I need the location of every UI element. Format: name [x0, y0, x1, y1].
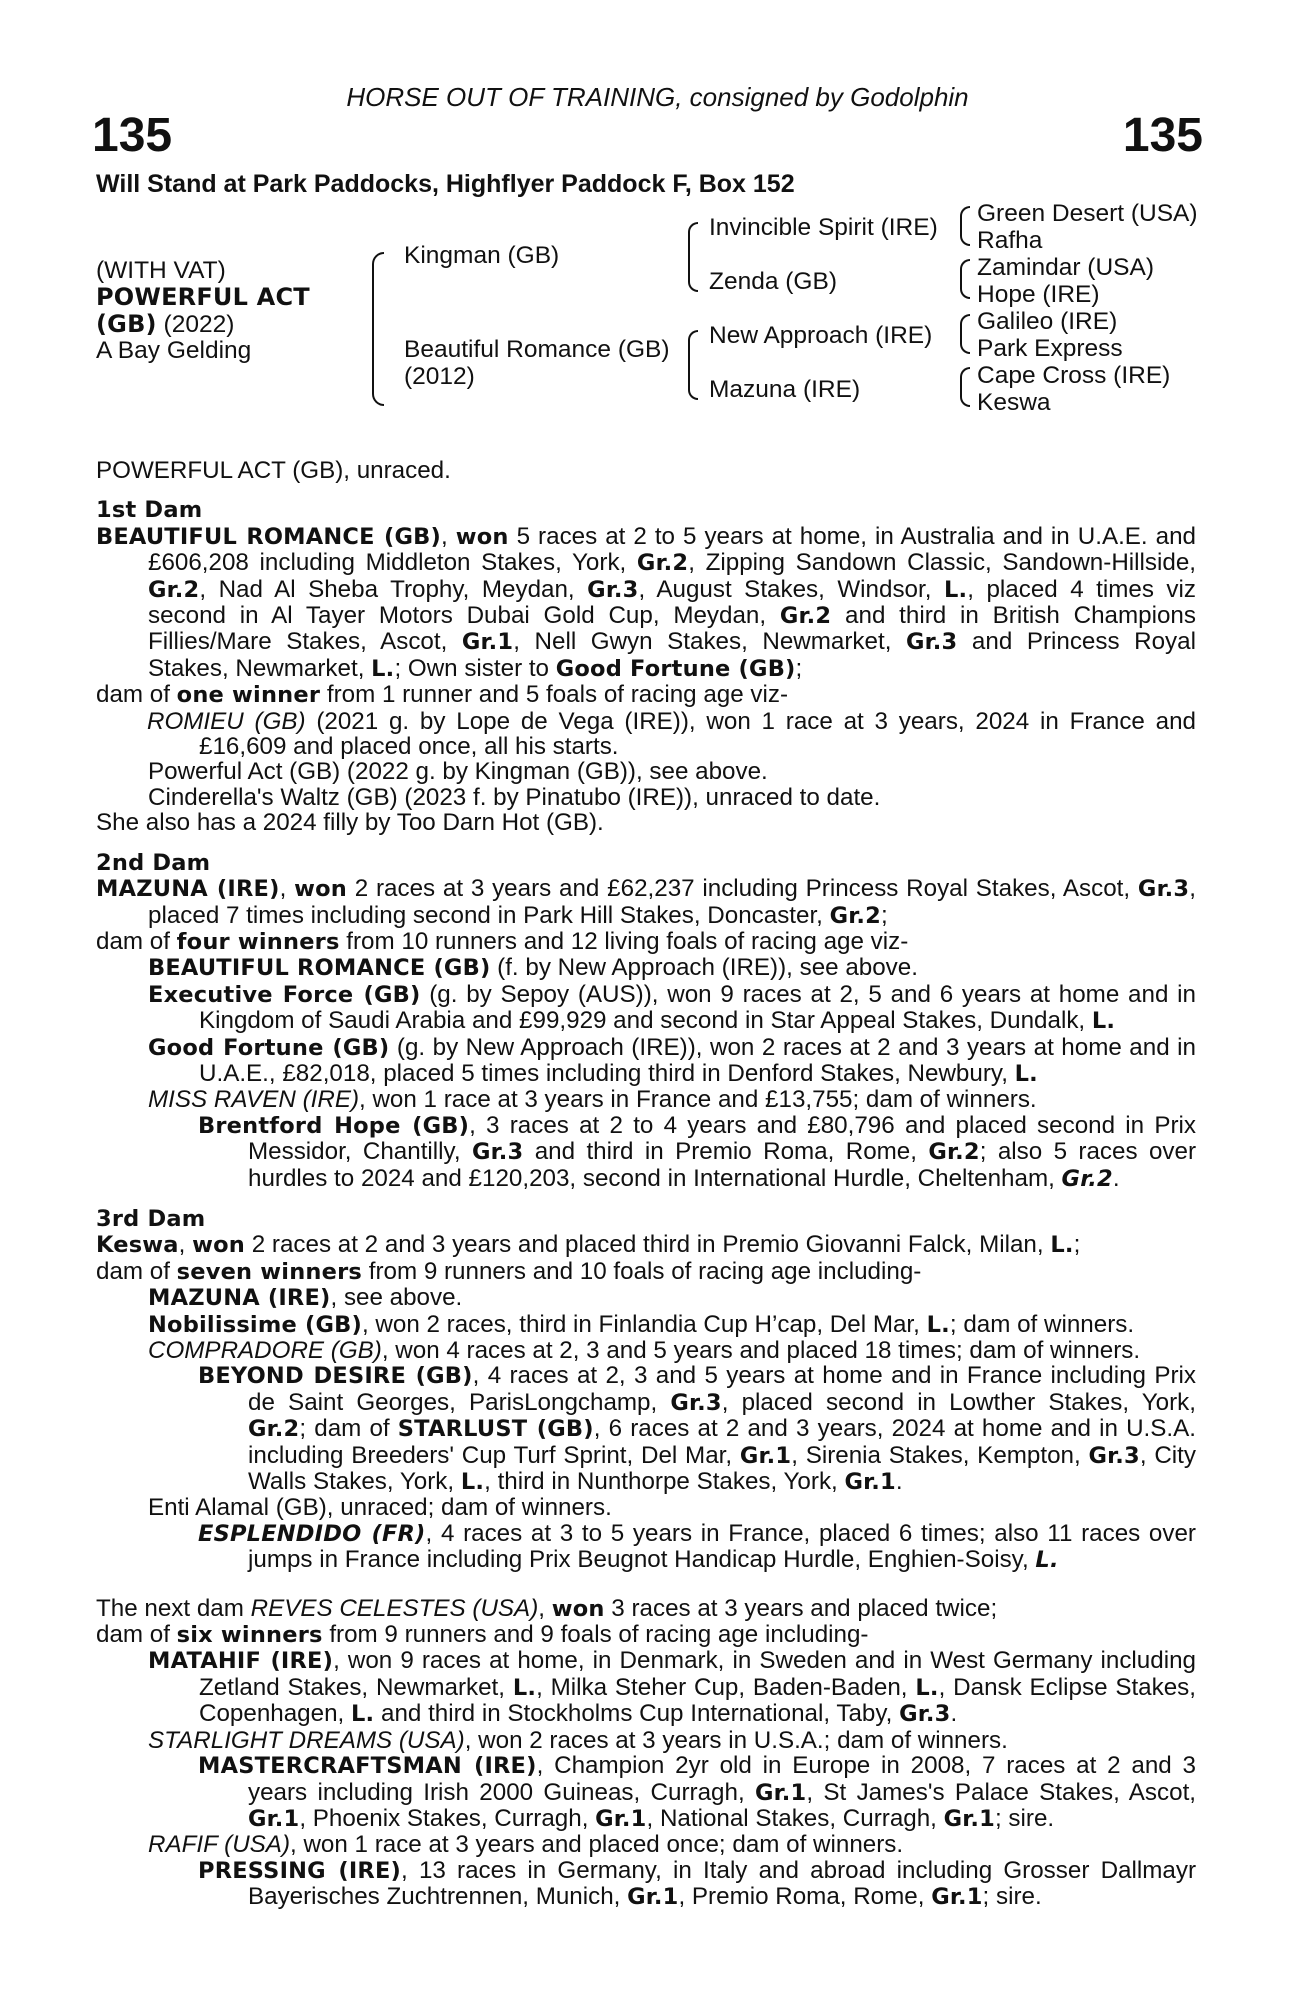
- offspring-compradore: COMPRADORE (GB), won 4 races at 2, 3 and 5 years and placed 18 times; dam of winners.: [148, 1337, 1141, 1364]
- offspring-executive-force: Executive Force (GB) (g. by Sepoy (AUS)), won 9 races at 2, 5 and 6 years at home and in Kingdom of Saudi Arabia and £99,929 and second in Star Appeal Stakes, Dundalk, L.: [148, 980, 1196, 1035]
- dam-sire: New Approach (IRE): [709, 322, 933, 349]
- intro-line: POWERFUL ACT (GB), unraced.: [96, 457, 451, 484]
- first-dam-produce: dam of one winner from 1 runner and 5 foals of racing age viz-: [96, 681, 789, 709]
- first-dam-note: She also has a 2024 filly by Too Darn Hot (GB).: [96, 809, 604, 837]
- third-dam-heading: 3rd Dam: [96, 1205, 206, 1232]
- offspring-mazuna: MAZUNA (IRE), see above.: [148, 1284, 463, 1312]
- horse-year: (2022): [156, 311, 235, 338]
- third-dam-record: Keswa, won 2 races at 2 and 3 years and placed third in Premio Giovanni Falck, Milan, L.;: [96, 1231, 1081, 1259]
- horse-origin-line: [96, 310, 234, 339]
- horse-name: POWERFUL ACT: [96, 283, 310, 311]
- sds: Zamindar (USA): [977, 254, 1154, 281]
- offspring-romieu: ROMIEU (GB) (2021 g. by Lope de Vega (IRE)), won 1 race at 3 years, 2024 in France and £16,609 and placed once, all his starts.: [147, 707, 1196, 761]
- offspring-starlight-dreams: STARLIGHT DREAMS (USA), won 2 races at 3 years in U.S.A.; dam of winners.: [148, 1726, 1008, 1754]
- ddd: Keswa: [977, 389, 1051, 416]
- dam-year: (2012): [404, 363, 475, 390]
- grandoffspring-esplendido: ESPLENDIDO (FR), 4 races at 3 to 5 years in France, placed 6 times; also 11 races over jumps in France including Prix Beugnot Handicap Hurdle, Enghien-Soisy, L.: [198, 1519, 1196, 1574]
- horse-description: A Bay Gelding: [96, 337, 252, 364]
- offspring-nobilissime: Nobilissime (GB), won 2 races, third in Finlandia Cup H’cap, Del Mar, L.; dam of winners.: [148, 1310, 1135, 1338]
- second-dam-record: MAZUNA (IRE), won 2 races at 3 years and £62,237 including Princess Royal Stakes, Ascot, Gr.3, placed 7 times including second in Park Hill Stakes, Doncaster, Gr.2;: [96, 875, 1196, 929]
- offspring-matahif: MATAHIF (IRE), won 9 races at home, in Denmark, in Sweden and in West Germany including Zetland Stakes, Newmarket, L., Milka Steher Cup, Baden-Baden, L., Dansk Eclipse Stakes, Copenhagen, L. and third in Stockholms Cup International, Taby, Gr.3.: [148, 1647, 1196, 1728]
- grandoffspring-pressing: PRESSING (IRE), 13 races in Germany, in Italy and abroad including Grosser Dallmayr Bayerisches Zuchtrennen, Munich, Gr.1, Premio Roma, Rome, Gr.1; sire.: [198, 1856, 1196, 1911]
- offspring-enti-alamal: Enti Alamal (GB), unraced; dam of winners.: [148, 1494, 612, 1522]
- stand-location: Will Stand at Park Paddocks, Highflyer Paddock F, Box 152: [96, 170, 795, 198]
- fourth-dam-produce: dam of six winners from 9 runners and 9 foals of racing age including-: [96, 1621, 869, 1649]
- fourth-dam-record: The next dam REVES CELESTES (USA), won 3 races at 3 years and placed twice;: [96, 1594, 998, 1622]
- first-dam-heading: 1st Dam: [96, 497, 203, 524]
- sire-dam: Zenda (GB): [709, 268, 837, 295]
- second-dam-produce: dam of four winners from 10 runners and 12 living foals of racing age viz-: [96, 927, 909, 955]
- dam: Beautiful Romance (GB): [404, 336, 670, 363]
- lot-number-right: 135: [1122, 109, 1203, 162]
- offspring-miss-raven: MISS RAVEN (IRE), won 1 race at 3 years in France and £13,755; dam of winners.: [148, 1086, 1037, 1114]
- page-title: HORSE OUT OF TRAINING, consigned by Godolphin: [346, 82, 969, 112]
- brace-main: [372, 252, 384, 406]
- offspring-powerful-act: Powerful Act (GB) (2022 g. by Kingman (GB)), see above.: [148, 758, 768, 786]
- offspring-cinderellas-waltz: Cinderella's Waltz (GB) (2023 f. by Pinatubo (IRE)), unraced to date.: [148, 783, 881, 811]
- grandoffspring-brentford-hope: Brentford Hope (GB), 3 races at 2 to 4 years and £80,796 and placed second in Prix Messidor, Chantilly, Gr.3 and third in Premio Roma, Rome, Gr.2; also 5 races over hurdles to 2024 and £120,203, second in International Hurdle, Cheltenham, Gr.2.: [198, 1111, 1196, 1192]
- sire-sire: Invincible Spirit (IRE): [709, 214, 938, 241]
- dsd: Park Express: [977, 335, 1123, 362]
- vat-note: (WITH VAT): [96, 257, 226, 284]
- grandoffspring-beyond-desire: BEYOND DESIRE (GB), 4 races at 2, 3 and 5 years at home and in France including Prix de Saint Georges, ParisLongchamp, Gr.3, placed second in Lowther Stakes, York, Gr.2; dam of STARLUST (GB), 6 races at 2 and 3 years, 2024 at home and in U.S.A. including Breeders' Cup Turf Sprint, Del Mar, Gr.1, Sirenia Stakes, Kempton, Gr.3, City Walls Stakes, York, L., third in Nunthorpe Stakes, York, Gr.1.: [198, 1362, 1197, 1496]
- first-dam-record: BEAUTIFUL ROMANCE (GB), won 5 races at 2 to 5 years at home, in Australia and in U.A.E. and £606,208 including Middleton Stakes, York, Gr.2, Zipping Sandown Classic, Sandown-Hillside, Gr.2, Nad Al Sheba Trophy, Meydan, Gr.3, August Stakes, Windsor, L., placed 4 times viz second in Al Tayer Motors Dubai Gold Cup, Meydan, Gr.2 and third in British Champions Fillies/Mare Stakes, Ascot, Gr.1, Nell Gwyn Stakes, Newmarket, Gr.3 and Princess Royal Stakes, Newmarket, L.; Own sister to Good Fortune (GB);: [96, 522, 1197, 682]
- horse-name-line: [96, 283, 310, 312]
- offspring-rafif: RAFIF (USA), won 1 race at 3 years and placed once; dam of winners.: [148, 1831, 904, 1859]
- horse-origin: (GB): [96, 310, 157, 338]
- dds: Cape Cross (IRE): [977, 362, 1171, 389]
- grandoffspring-mastercraftsman: MASTERCRAFTSMAN (IRE), Champion 2yr old in Europe in 2008, 7 races at 2 and 3 years including Irish 2000 Guineas, Curragh, Gr.1, St James's Palace Stakes, Ascot, Gr.1, Phoenix Stakes, Curragh, Gr.1, National Stakes, Curragh, Gr.1; sire.: [198, 1752, 1197, 1832]
- ssd: Rafha: [977, 227, 1043, 254]
- brace-sire: [688, 222, 698, 292]
- offspring-beautiful-romance: BEAUTIFUL ROMANCE (GB) (f. by New Approach (IRE)), see above.: [148, 954, 918, 982]
- offspring-good-fortune: Good Fortune (GB) (g. by New Approach (IRE)), won 2 races at 2 and 3 years at home and in U.A.E., £82,018, placed 5 times including third in Denford Stakes, Newbury, L.: [148, 1033, 1196, 1087]
- sdd: Hope (IRE): [977, 281, 1100, 308]
- lot-number-left: 135: [92, 109, 173, 162]
- second-dam-heading: 2nd Dam: [96, 849, 211, 876]
- sire: Kingman (GB): [404, 242, 560, 269]
- brace-sd: [960, 259, 970, 299]
- dss: Galileo (IRE): [977, 308, 1118, 335]
- brace-ds: [960, 314, 970, 354]
- brace-dam: [688, 330, 698, 400]
- dam-dam: Mazuna (IRE): [709, 376, 861, 403]
- brace-dd: [960, 367, 970, 407]
- catalogue-body: [96, 458, 1196, 1911]
- brace-ss: [960, 206, 970, 246]
- sss: Green Desert (USA): [977, 200, 1198, 227]
- third-dam-produce: dam of seven winners from 9 runners and 10 foals of racing age including-: [96, 1257, 922, 1285]
